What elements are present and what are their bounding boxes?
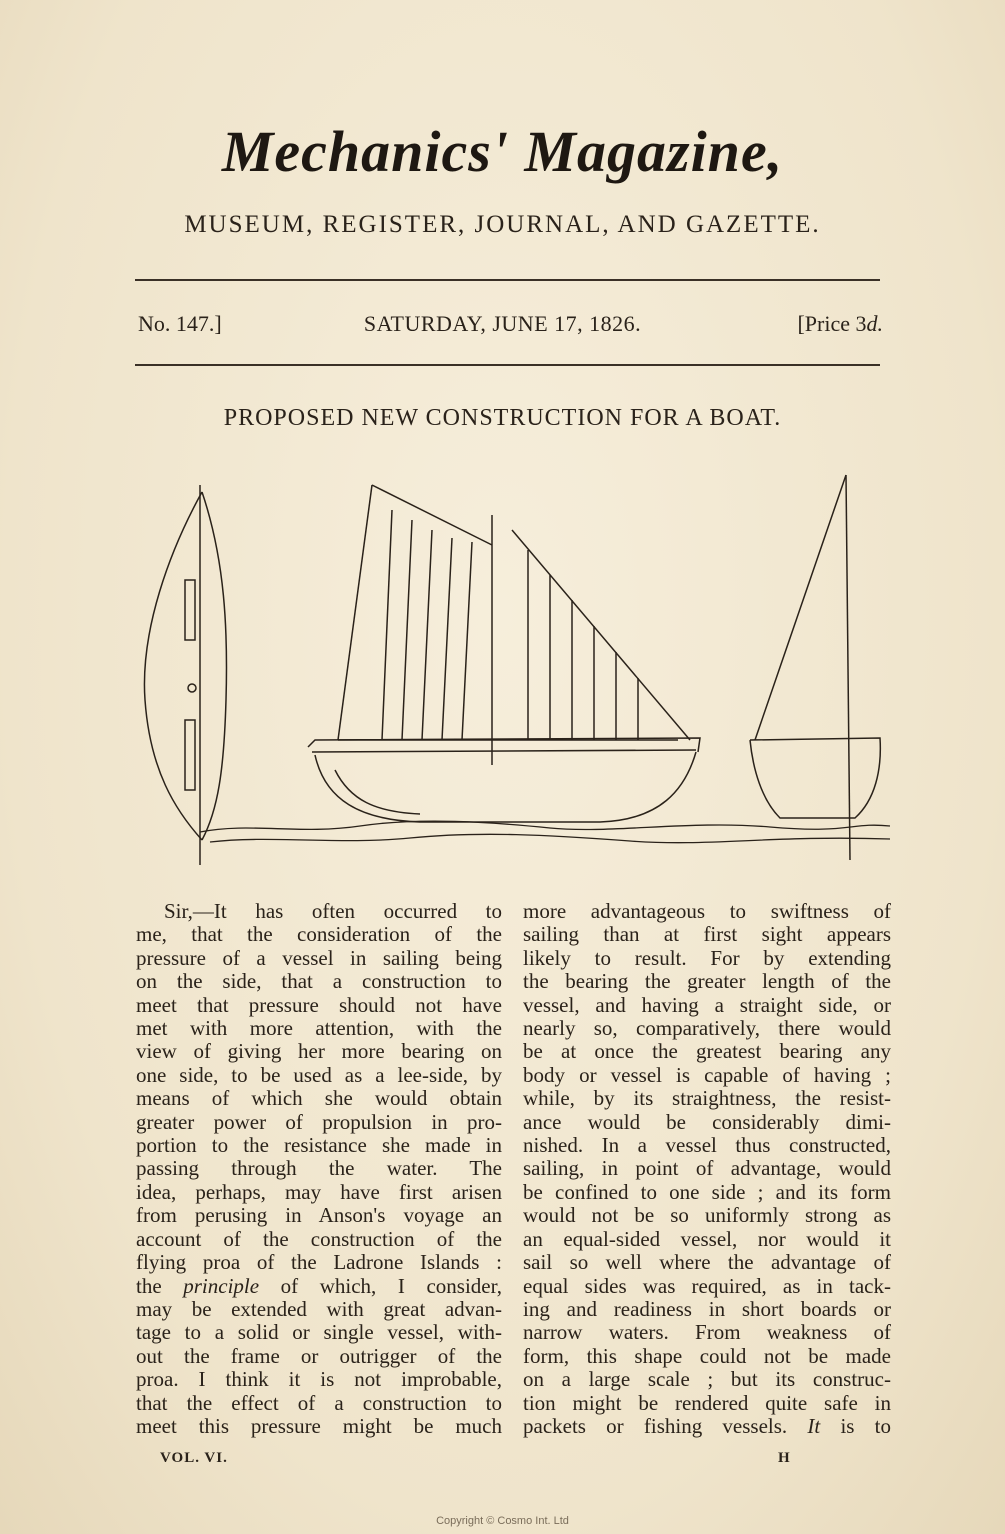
text-line: tage to a solid or single vessel, with- [136,1320,502,1345]
text-line: be at once the greatest bearing any [523,1039,891,1064]
text-line: the bearing the greater length of the [523,969,891,994]
text-line: from perusing in Anson's voyage an [136,1203,502,1228]
header-rule-top [135,279,880,281]
text-line: narrow waters. From weakness of [523,1320,891,1345]
text-line: on a large scale ; but its construc- [523,1367,891,1392]
text-line: on the side, that a construction to [136,969,502,994]
text-line: packets or fishing vessels. It is to [523,1413,892,1438]
text-line: body or vessel is capable of having ; [523,1062,891,1087]
text-line: portion to the resistance she made in [136,1133,502,1158]
issue-date: SATURDAY, JUNE 17, 1826. [363,311,642,336]
signature-mark: H [778,1450,791,1466]
text-line: meet that pressure should not have [136,992,502,1017]
text-line: greater power of propulsion in pro- [136,1109,502,1134]
copyright-credit: Copyright © Cosmo Int. Ltd [436,1515,569,1527]
text-line: me, that the consideration of the [136,922,502,947]
text-line: would not be so uniformly strong as [523,1203,891,1228]
volume-label: VOL. VI. [160,1450,228,1466]
text-line: means of which she would obtain [136,1086,502,1111]
boat-side-view [308,485,700,822]
text-line: that the effect of a construction to [136,1390,502,1415]
text-line: form, this shape could not be made [523,1343,891,1368]
text-line: out the frame or outrigger of the [136,1343,502,1368]
text-line: more advantageous to swiftness of [523,899,891,923]
text-line: nearly so, comparatively, there would [523,1016,891,1041]
text-line: ance would be considerably dimi- [523,1109,891,1134]
text-line: met with more attention, with the [136,1016,502,1041]
text-line: idea, perhaps, may have first arisen [136,1179,502,1204]
text-line: vessel, and having a straight side, or [523,992,891,1017]
text-line: equal sides was required, as in tack- [523,1273,891,1298]
text-line: pressure of a vessel in sailing being [136,945,502,970]
boat-plan-view [144,485,226,865]
text-line: one side, to be used as a lee-side, by [136,1062,502,1087]
text-line: ing and readiness in short boards or [523,1296,891,1321]
article-column-left [136,900,502,1438]
issue-number: No. 147.] [138,311,222,336]
text-line: be confined to one side ; and its form [523,1179,891,1204]
masthead-subtitle: MUSEUM, REGISTER, JOURNAL, AND GAZETTE. [184,211,821,238]
text-line: view of giving her more bearing on [136,1039,502,1064]
text-line: sail so well where the advantage of [523,1250,891,1275]
text-line: likely to result. For by extending [523,945,891,970]
text-line: proa. I think it is not improbable, [136,1367,502,1392]
text-line: account of the construction of the [136,1226,502,1251]
text-line: sailing than at first sight appears [523,922,891,947]
issue-price: [Price 3d. [797,311,883,336]
text-line: the principle of which, I consider, [136,1273,503,1298]
text-line: an equal-sided vessel, nor would it [523,1226,891,1251]
text-line: may be extended with great advan- [136,1296,502,1321]
text-line: Sir,—It has often occurred to [164,899,502,923]
text-line: flying proa of the Ladrone Islands : [136,1250,502,1275]
text-line: sailing, in point of advantage, would [523,1156,891,1181]
boat-end-view [750,475,880,860]
masthead-title: Mechanics' Magazine, [221,119,784,184]
text-line: tion might be rendered quite safe in [523,1390,891,1415]
article-column-right [523,900,891,1438]
boat-illustration [130,470,890,870]
water-lines [200,821,890,843]
text-line: meet this pressure might be much [136,1413,502,1438]
text-line: nished. In a vessel thus constructed, [523,1133,891,1158]
article-title: PROPOSED NEW CONSTRUCTION FOR A BOAT. [223,405,782,431]
text-line: while, by its straightness, the resist- [523,1086,891,1111]
header-rule-bottom [135,364,880,366]
text-line: passing through the water. The [136,1156,502,1181]
